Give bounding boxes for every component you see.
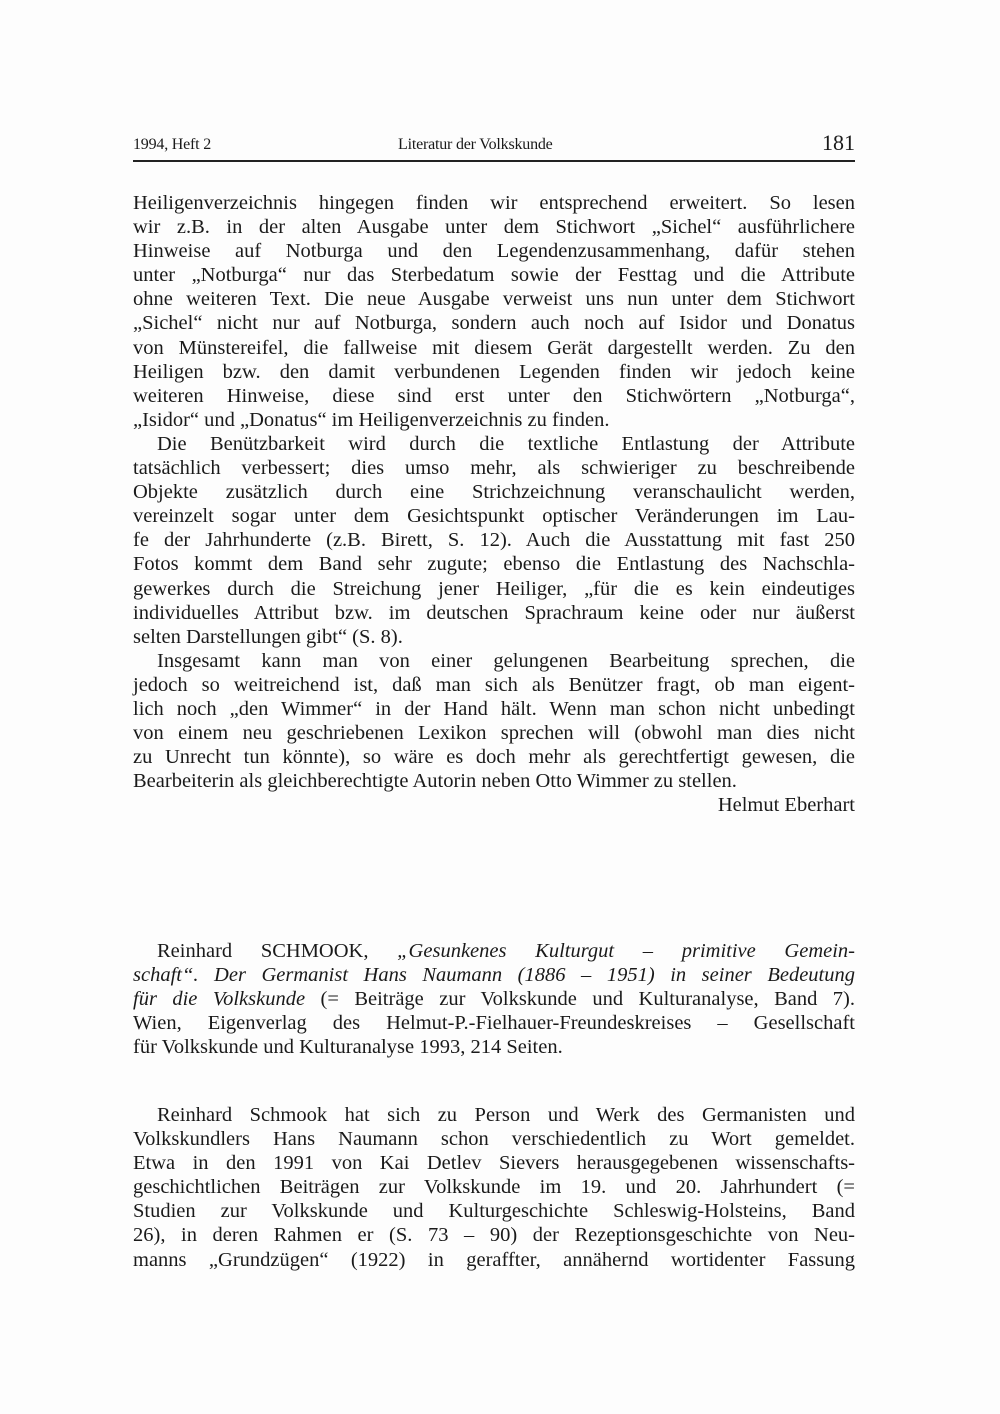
text-line: ohne weiteren Text. Die neue Ausgabe verweist uns nun unter dem Stichwort: [133, 288, 855, 311]
text-line: weiteren Hinweise, diese sind erst unter den Stichwörtern „Notburga“,: [133, 384, 855, 407]
text-line: von Münstereifel, die fallweise mit diesem Gerät dargestellt werden. Zu den: [133, 336, 855, 359]
text-line: von einem neu geschriebenen Lexikon sprechen will (obwohl man dies nicht: [133, 722, 855, 745]
text-line: Bearbeiterin als gleichberechtigte Autorin neben Otto Wimmer zu stellen.: [133, 770, 737, 793]
text-line: manns „Grundzügen“ (1922) in geraffter, annähernd wortidenter Fassung: [133, 1248, 855, 1271]
text-line: „Isidor“ und „Donatus“ im Heiligenverzeichnis zu finden.: [133, 408, 610, 431]
text-line: Fotos kommt dem Band sehr zugute; ebenso die Entlastung des Nachschla-: [133, 553, 855, 576]
text-line: Die Benützbarkeit wird durch die textliche Entlastung der Attribute: [157, 432, 855, 455]
issue-label: 1994, Heft 2: [133, 136, 212, 153]
review-2-citation: [133, 939, 855, 1059]
text-line: vereinzelt sogar unter dem Gesichtspunkt optischer Veränderungen im Lau-: [133, 505, 855, 528]
page-number: 181: [822, 130, 855, 155]
text-line: geschichtlichen Beiträgen zur Volkskunde im 19. und 20. Jahrhundert (=: [133, 1176, 855, 1199]
citation-line: [133, 987, 855, 1011]
header-rule: [133, 160, 855, 162]
text-line: individuelles Attribut bzw. im deutschen Sprachraum keine oder nur äußerst: [133, 601, 855, 624]
text-line: Volkskundlers Hans Naumann schon verschiedentlich zu Wort gemeldet.: [133, 1128, 855, 1151]
citation-title-line: schaft“. Der Germanist Hans Naumann (1886 – 1951) in seiner Bedeutung: [133, 964, 855, 987]
text-line: wir z.B. in der alten Ausgabe unter dem Stichwort „Sichel“ ausführlichere: [133, 216, 855, 239]
running-header: [133, 128, 855, 158]
text-line: Objekte zusätzlich durch eine Strichzeichnung veranschaulicht werden,: [133, 481, 855, 504]
citation-line: [133, 939, 855, 963]
text-line: Heiligenverzeichnis hingegen finden wir entsprechend erweitert. So lesen: [133, 192, 855, 214]
text-line: Studien zur Volkskunde und Kulturgeschichte Schleswig-Holsteins, Band: [133, 1200, 855, 1223]
text-line: unter „Notburga“ nur das Sterbedatum sowie der Festtag und die Attribute: [133, 264, 855, 287]
text-line: Reinhard Schmook hat sich zu Person und Werk des Germanisten und: [157, 1104, 855, 1126]
citation-publisher: Wien, Eigenverlag des Helmut-P.-Fielhauer-Freundeskreises – Gesellschaft: [133, 1012, 855, 1035]
text-line: Etwa in den 1991 von Kai Detlev Sievers herausgegebenen wissenschafts-: [133, 1152, 855, 1175]
text-line: jedoch so weitreichend ist, daß man sich als Benützer fragt, ob man eigent-: [133, 673, 855, 696]
citation-publisher: für Volkskunde und Kulturanalyse 1993, 214 Seiten.: [133, 1036, 563, 1059]
text-line: 26), in deren Rahmen er (S. 73 – 90) der Rezeptionsgeschichte von Neu-: [133, 1224, 855, 1247]
text-line: Hinweise auf Notburga und den Legendenzusammenhang, dafür stehen: [133, 240, 855, 263]
citation-author: Reinhard SCHMOOK,: [157, 940, 398, 962]
review-1-body: [133, 191, 855, 817]
text-line: Insgesamt kann man von einer gelungenen Bearbeitung sprechen, die: [157, 649, 855, 672]
text-line: zu Unrecht tun könnte), so wäre es doch mehr als gerechtfertigt gewesen, die: [133, 746, 855, 769]
citation-title: für die Volkskunde: [133, 988, 306, 1011]
text-line: selten Darstellungen gibt“ (S. 8).: [133, 625, 403, 648]
section-title: Literatur der Volkskunde: [398, 136, 553, 153]
text-line: Heiligen bzw. den damit verbundenen Legenden finden wir jedoch keine: [133, 360, 855, 383]
text-line: fe der Jahrhunderte (z.B. Birett, S. 12). Auch die Ausstattung mit fast 250: [133, 529, 855, 552]
citation-title: „Gesunkenes Kulturgut – primitive Gemein-: [397, 940, 855, 962]
review-2-body: [133, 1103, 855, 1272]
citation-series: (= Beiträge zur Volkskunde und Kulturanalyse, Band 7).: [305, 988, 855, 1011]
text-line: lich noch „den Wimmer“ in der Hand hält. Wenn man schon nicht unbedingt: [133, 697, 855, 720]
text-line: gewerkes durch die Streichung jener Heiliger, „für die es kein eindeutiges: [133, 577, 855, 600]
text-line: „Sichel“ nicht nur auf Notburga, sondern auch noch auf Isidor und Donatus: [133, 312, 855, 335]
text-line: tatsächlich verbessert; dies umso mehr, als schwieriger zu beschreibende: [133, 457, 855, 480]
reviewer-signature: Helmut Eberhart: [717, 794, 855, 817]
